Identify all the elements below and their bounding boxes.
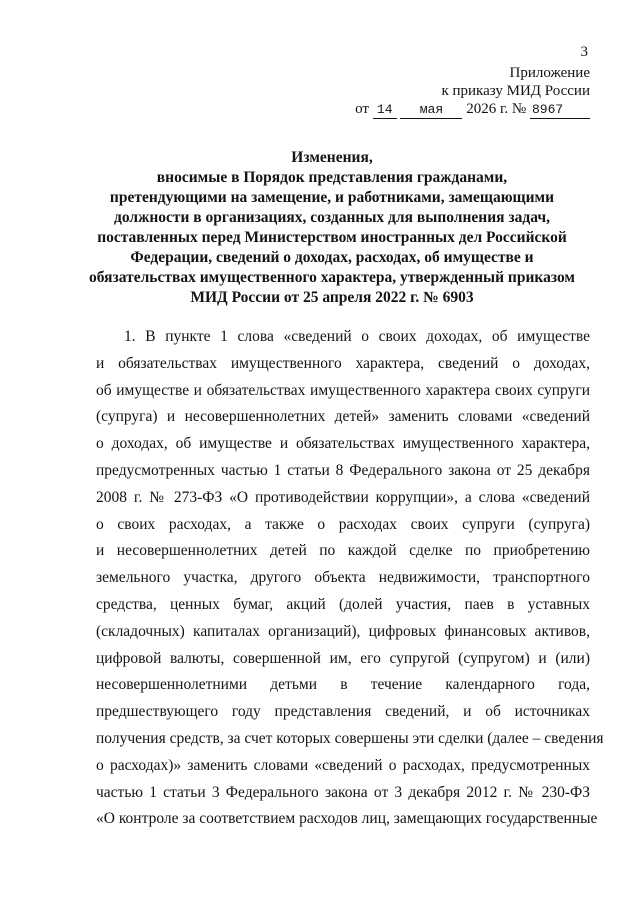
body-line: несовершеннолетними детьми в течение календарного года, (96, 676, 590, 694)
title-line: Федерации, сведений о доходах, расходах, об имуществе и (130, 249, 534, 266)
title-line: обязательствах имущественного характера, утвержденный приказом (89, 269, 575, 286)
appendix-title: Приложение (509, 65, 590, 81)
title-line: должности в организациях, созданных для выполнения задач, (114, 209, 550, 226)
appendix-header (330, 64, 590, 119)
body-line: цифровой валюты, совершенной им, его супругой (супругом) и (или) (96, 649, 590, 667)
title-line: вносимые в Порядок представления гражданами, (156, 169, 508, 186)
order-day: 14 (373, 102, 397, 119)
body-line: земельного участка, другого объекта недвижимости, транспортного (96, 569, 590, 587)
body-line: частью 1 статьи 3 Федерального закона от 3 декабря 2012 г. № 230-ФЗ (96, 783, 590, 801)
body-line: об имуществе и обязательствах имущественного характера своих супруги (96, 381, 590, 399)
body-line: «О контроле за соответствием расходов лиц, замещающих государственные (96, 810, 598, 828)
title-line: претендующими на замещение, и работниками, замещающими (109, 189, 555, 206)
body-line: 2008 г. № 273-ФЗ «О противодействии коррупции», а слова «сведений (96, 488, 590, 506)
body-line: получения средств, за счет которых совершены эти сделки (далее – сведения (96, 729, 604, 747)
body-paragraph (96, 324, 604, 833)
body-line: и обязательствах имущественного характера, сведений о доходах, (96, 354, 590, 372)
body-line: (складочных) капиталах организаций), цифровых финансовых активов, (96, 622, 590, 640)
order-number: 8967 (530, 102, 590, 119)
body-line: (супруга) и несовершеннолетних детей» заменить словами «сведений (96, 408, 590, 426)
order-year: 2026 г. № (466, 101, 527, 117)
document-title (72, 148, 592, 308)
date-prefix: от (355, 101, 369, 117)
body-line: и несовершеннолетних детей по каждой сделке по приобретению (96, 542, 590, 560)
body-line: о расходах)» заменить словами «сведений о расходах, предусмотренных (96, 756, 590, 774)
body-line: 1. В пункте 1 слова «сведений о своих доходах, об имуществе (124, 328, 590, 345)
body-line: предусмотренных частью 1 статьи 8 Федерального закона от 25 декабря (96, 461, 590, 479)
appendix-order-reference: к приказу МИД России (441, 83, 590, 99)
body-line: предшествующего году представления сведений, и об источниках (96, 703, 590, 721)
page-number: 3 (580, 44, 588, 60)
title-line: МИД России от 25 апреля 2022 г. № 6903 (190, 289, 474, 306)
body-line: о своих расходах, а также о расходах своих супруги (супруга) (96, 515, 590, 533)
body-line: о доходах, об имуществе и обязательствах имущественного характера, (96, 435, 590, 453)
title-line: поставленных перед Министерством иностранных дел Российской (97, 229, 567, 246)
appendix-date-line (330, 100, 590, 119)
title-line: Изменения, (291, 149, 373, 166)
body-line: средства, ценных бумаг, акций (долей участия, паев в уставных (96, 595, 590, 613)
order-month: мая (400, 102, 462, 119)
